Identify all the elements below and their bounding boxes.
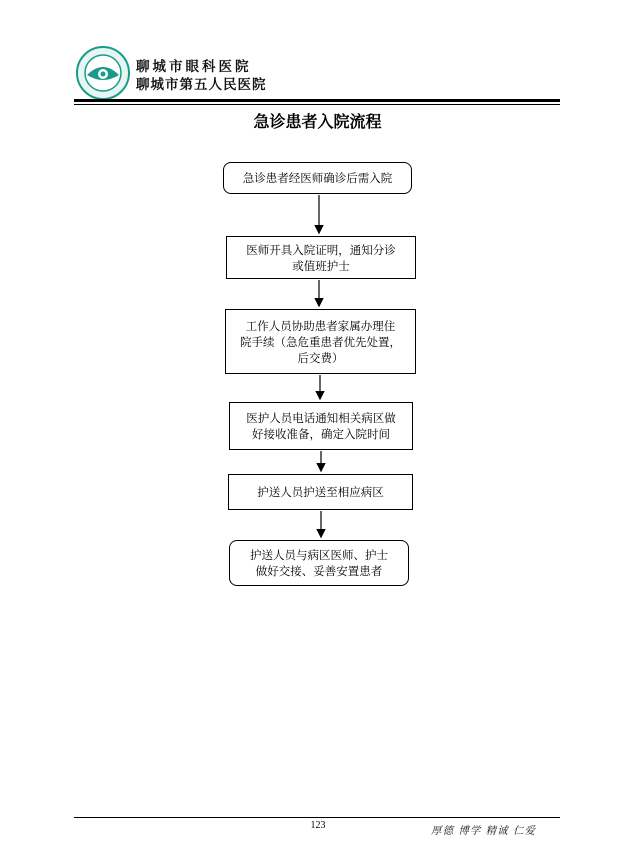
page-number: 123 [310,820,326,831]
flow-step-4-text: 医护人员电话通知相关病区做 好接收准备，确定入院时间 [246,411,396,441]
hospital-name-secondary: 聊城市第五人民医院 [136,77,267,93]
page-title: 急诊患者入院流程 [253,112,382,131]
flow-step-2-text: 医师开具入院证明，通知分诊 或值班护士 [246,242,396,273]
hospital-motto: 厚德 博学 精诚 仁爱 [431,825,537,837]
footer-rule [74,817,560,818]
flow-step-6-text: 护送人员与病区医师、护士 做好交接、妥善安置患者 [250,548,388,578]
flow-step-1-text: 急诊患者经医师确诊后需入院 [242,171,393,185]
flow-step-3-text: 工作人员协助患者家属办理住 院手续（急危重患者优先处置， 后交费） [240,318,401,365]
flow-step-5-text: 护送人员护送至相应病区 [257,485,384,499]
hospital-name-primary: 聊城市眼科医院 [136,59,252,75]
